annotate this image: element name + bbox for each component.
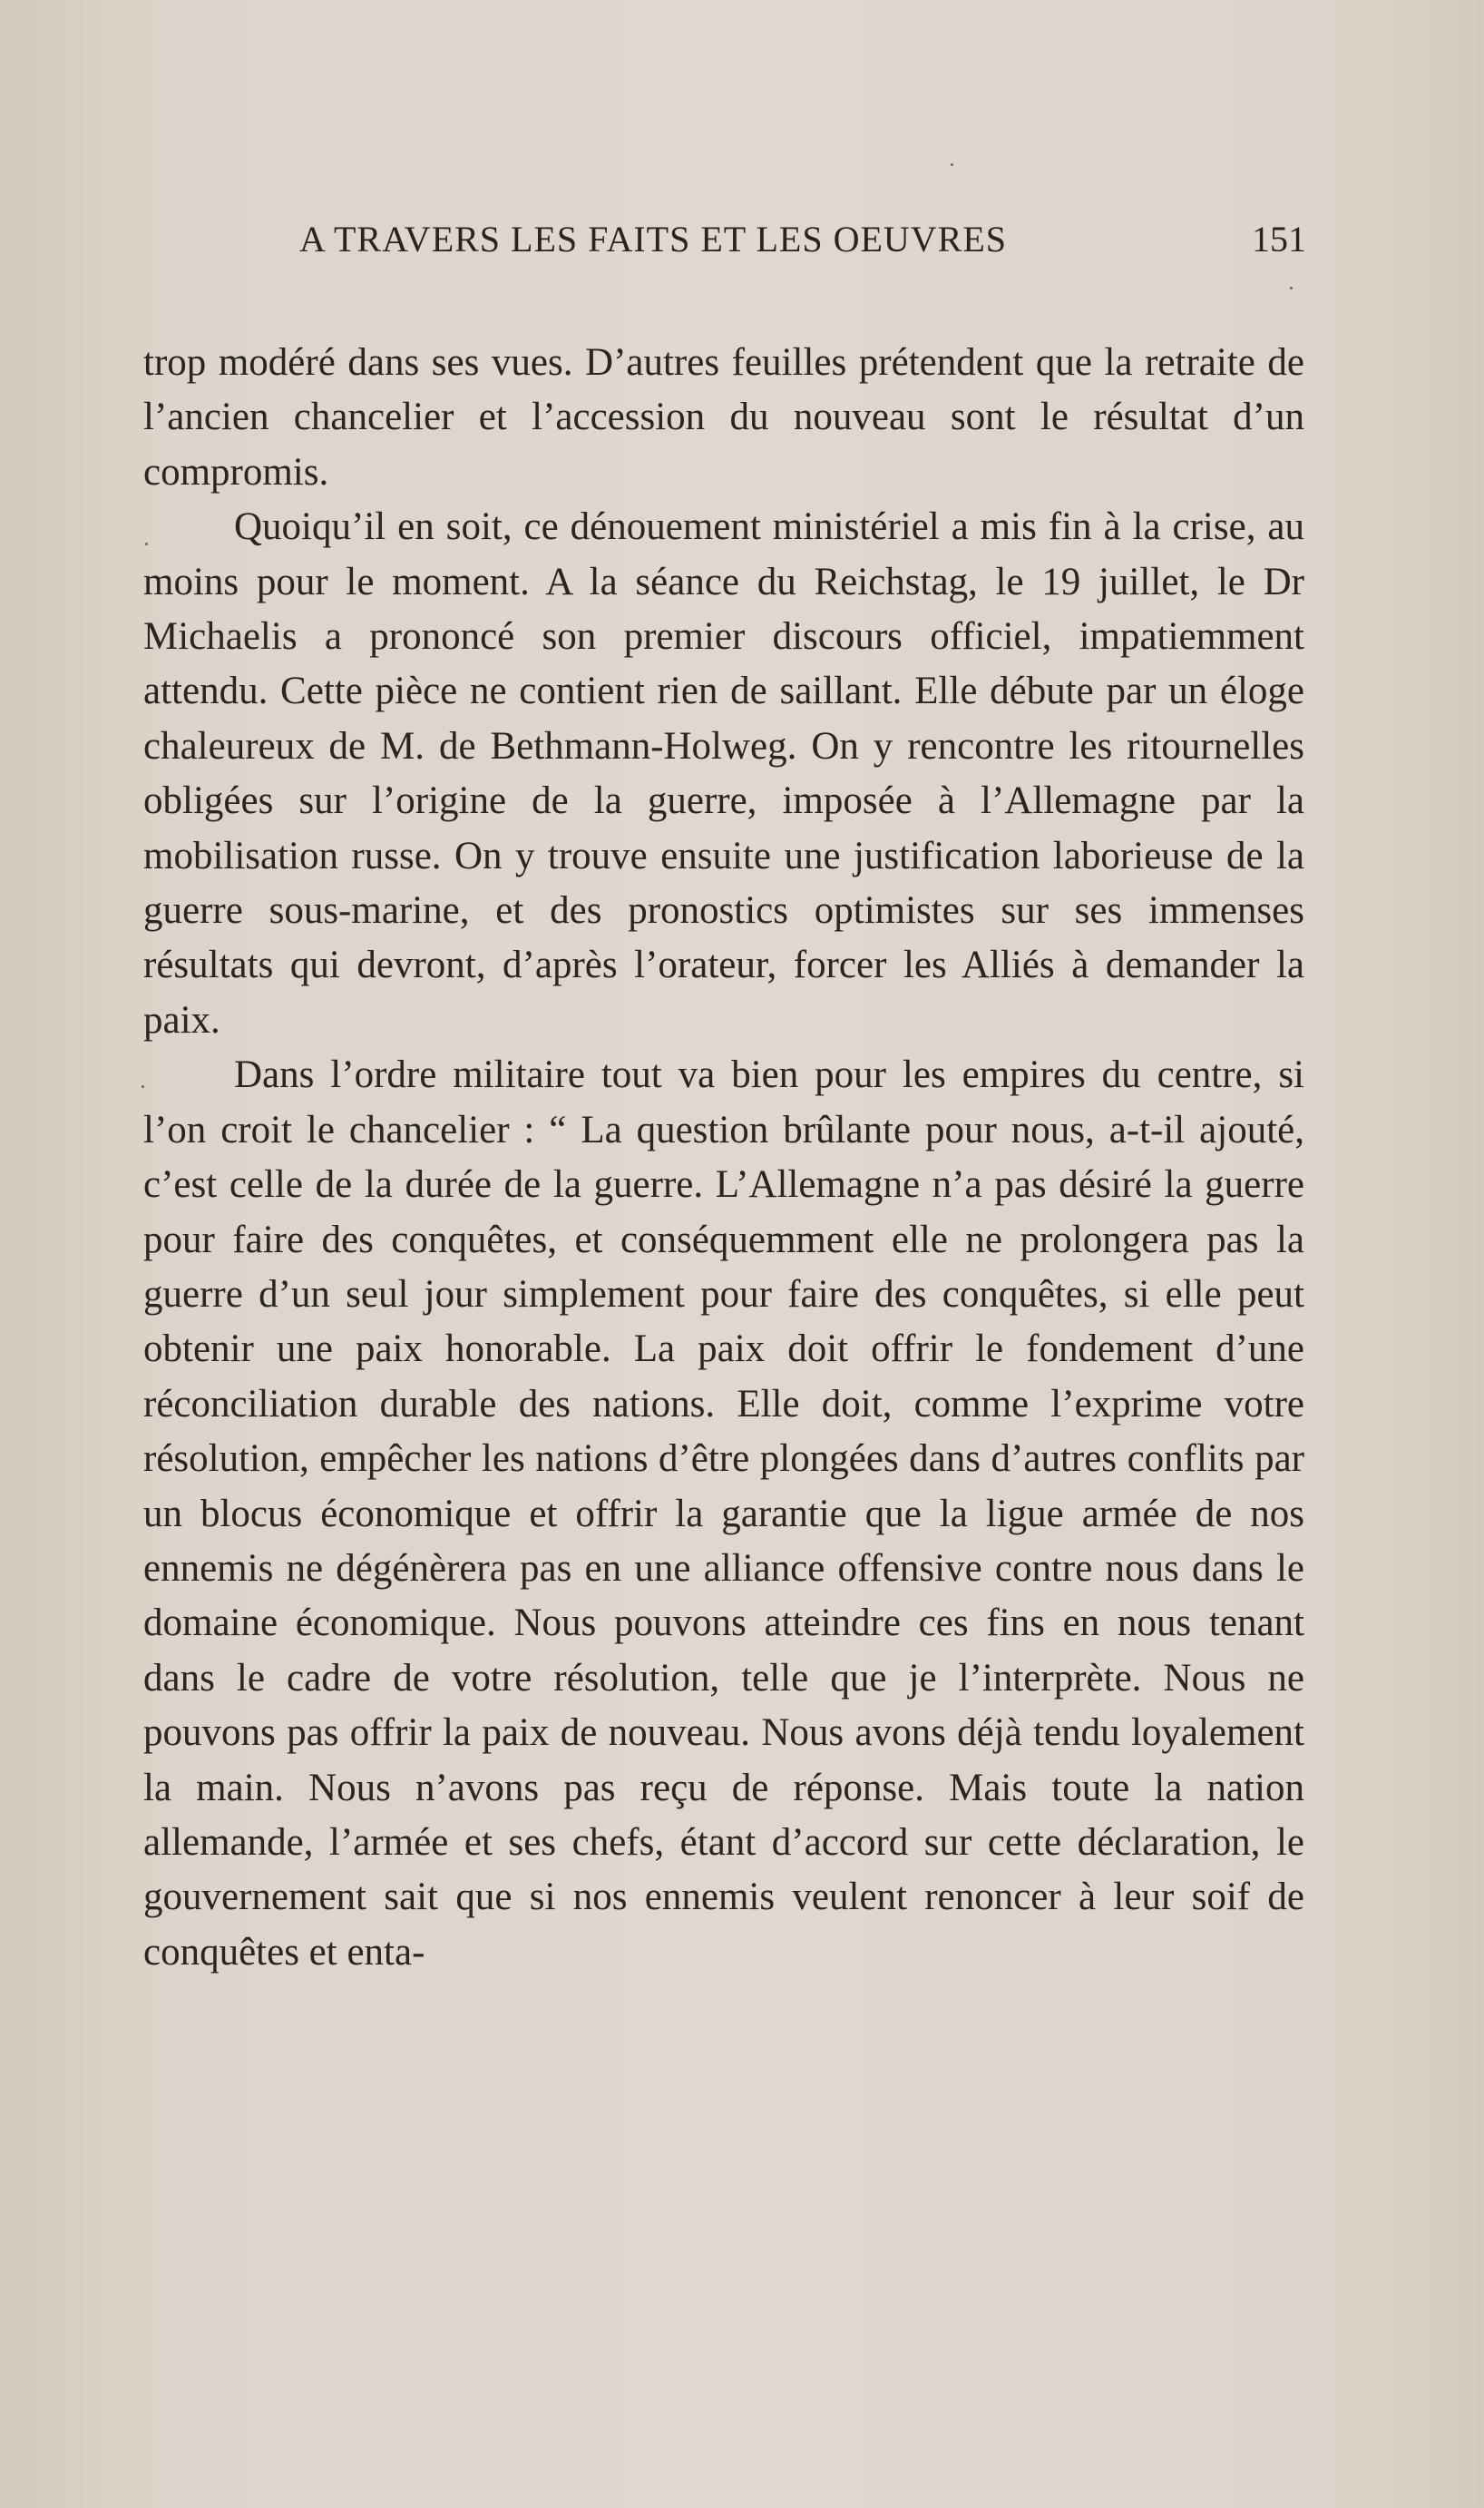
paper-speck	[1290, 287, 1293, 289]
running-title: A TRAVERS LES FAITS ET LES OEUVRES	[299, 219, 1008, 260]
body-text	[143, 336, 1304, 1980]
paper-speck	[142, 1085, 144, 1088]
paragraph: trop modéré dans ses vues. D’autres feuilles prétendent que la retraite de l’ancien chancelier et l’accession du nouveau sont le résultat d’un compromis.	[143, 341, 1304, 494]
paragraph: Dans l’ordre militaire tout va bien pour les empires du centre, si l’on croit le chancelier : “ La question brûlante pour nous, a-t-il ajouté, c’est celle de la durée de la guerre. L’Allemagne n’a pas désiré la guerre pour faire des conquêtes, et conséquemment elle ne prolongera pas la guerre d’un seul jour simplement pour faire des conquêtes, si elle peut obtenir une paix honorable. La paix doit offrir le fondement d’une réconciliation durable des nations. Elle doit, comme l’exprime votre résolution, empêcher les nations d’être plongées dans d’autres conflits par un blocus économique et offrir la garantie que la ligue armée de nos ennemis ne dégénèrera pas en une alliance offensive contre nous dans le domaine économique. Nous pouvons atteindre ces fins en nous tenant dans le cadre de votre résolution, telle que je l’interprète. Nous ne pouvons pas offrir la paix de nouveau. Nous avons déjà tendu loyalement la main. Nous n’avons pas reçu de réponse. Mais toute la nation allemande, l’armée et ses chefs, étant d’accord sur cette déclaration, le gouvernement sait que si nos ennemis veulent renoncer à leur soif de conquêtes et enta-	[143, 1053, 1304, 1974]
running-head	[145, 218, 1306, 272]
paragraph: Quoiqu’il en soit, ce dénouement ministériel a mis fin à la crise, au moins pour le moment. A la séance du Reichstag, le 19 juillet, le Dr Michaelis a prononcé son premier discours officiel, impatiemment attendu. Cette pièce ne contient rien de saillant. Elle débute par un éloge chaleureux de M. de Bethmann-Holweg. On y rencontre les ritournelles obligées sur l’origine de la guerre, imposée à l’Allemagne par la mobilisation russe. On y trouve ensuite une justification laborieuse de la guerre sous-marine, et des pronostics optimistes sur ses immenses résultats qui devront, d’après l’orateur, forcer les Alliés à demander la paix.	[143, 505, 1304, 1042]
paper-speck	[145, 543, 148, 545]
paper-speck	[951, 163, 953, 166]
page-number: 151	[1252, 219, 1306, 260]
